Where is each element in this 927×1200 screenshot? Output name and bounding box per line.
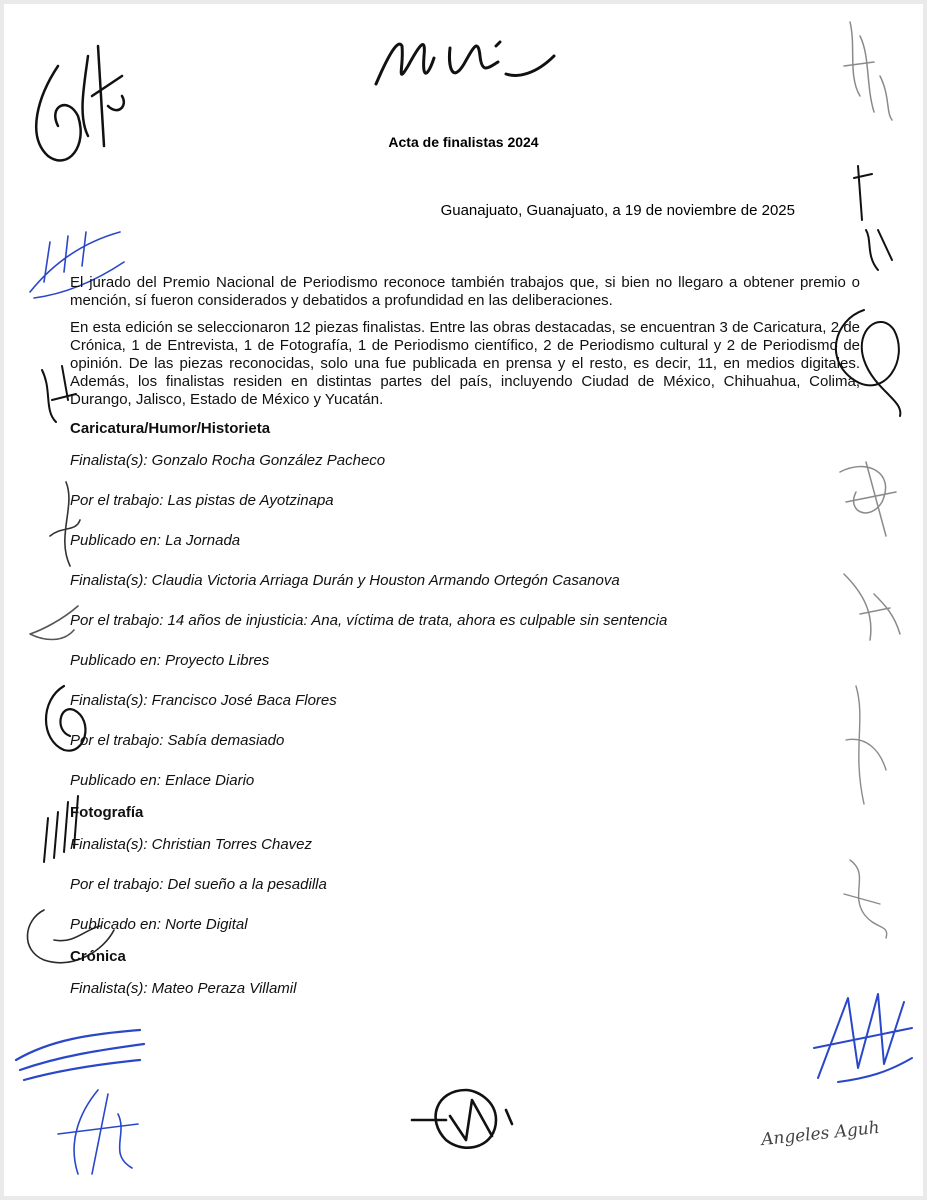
document-title: Acta de finalistas 2024 <box>388 134 539 150</box>
work-line: Por el trabajo: Las pistas de Ayotzinapa <box>70 492 334 509</box>
signature-top-center <box>368 26 558 96</box>
published-line: Publicado en: Proyecto Libres <box>70 652 270 669</box>
place-date: Guanajuato, Guanajuato, a 19 de noviembre de 2025 <box>440 202 795 219</box>
work-line: Por el trabajo: Del sueño a la pesadilla <box>70 876 327 893</box>
section-heading-cronica: Crónica <box>70 948 126 965</box>
published-line: Publicado en: La Jornada <box>70 532 241 549</box>
finalist-line: Finalista(s): Claudia Victoria Arriaga Durán y Houston Armando Ortegón Casanova <box>70 572 620 589</box>
summary-paragraph: En esta edición se seleccionaron 12 piezas finalistas. Entre las obras destacadas, se encuentran 3 de Caricatura, 2 de Crónica, 1 de Entrevista, 1 de Fotografía, 1 de Periodismo científico, 2 de Periodismo cultural y 2 de Periodismo de opinión. De las piezas reconocidas, solo una fue publicada en prensa y el resto, es decir, 11, en medios digitales. Además, los finalistas residen en distintas partes del país, incluyendo Ciudad de México, Chihuahua, Colima, Durango, Jalisco, Estado de México y Yucatán. <box>70 319 860 408</box>
signature-top-right <box>830 16 910 126</box>
signature-bottom-left <box>48 1084 148 1184</box>
signature-right-2 <box>848 160 908 280</box>
signature-top-left <box>18 36 138 176</box>
intro-paragraph: El jurado del Premio Nacional de Periodismo reconoce también trabajos que, si bien no llegaro a obtener premio o mención, sí fueron considerados y debatidos a profundidad en las deliberaciones. <box>70 274 860 309</box>
document-body <box>70 274 860 1020</box>
signature-bottom-center <box>406 1080 526 1160</box>
published-line: Publicado en: Enlace Diario <box>70 772 255 789</box>
section-heading-fotografia: Fotografía <box>70 804 144 821</box>
work-line: Por el trabajo: Sabía demasiado <box>70 732 285 749</box>
finalist-line: Finalista(s): Francisco José Baca Flores <box>70 692 337 709</box>
work-line: Por el trabajo: 14 años de injusticia: Ana, víctima de trata, ahora es culpable sin sentencia <box>70 612 668 629</box>
finalist-line: Finalista(s): Gonzalo Rocha González Pacheco <box>70 452 386 469</box>
finalist-line: Finalista(s): Mateo Peraza Villamil <box>70 980 297 997</box>
signature-handwritten-name: Angeles Aguh <box>760 1117 881 1151</box>
document-page <box>4 4 923 1196</box>
section-heading-caricatura: Caricatura/Humor/Historieta <box>70 420 271 437</box>
published-line: Publicado en: Norte Digital <box>70 916 248 933</box>
finalist-line: Finalista(s): Christian Torres Chavez <box>70 836 313 853</box>
signature-left-9 <box>10 1020 150 1090</box>
